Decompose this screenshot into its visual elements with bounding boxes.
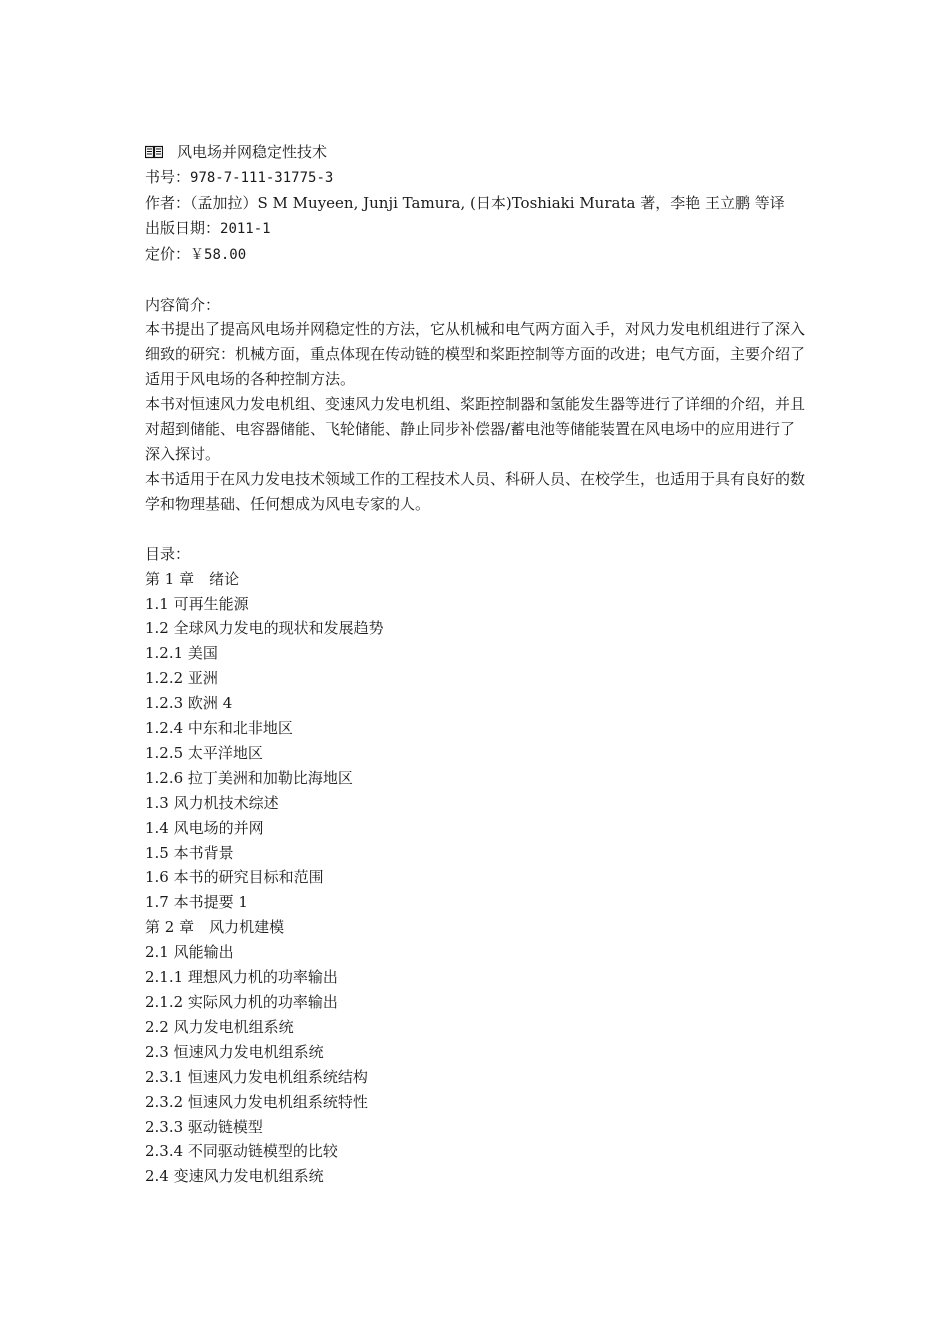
toc-item: 1.5 本书背景 bbox=[145, 843, 234, 862]
toc-item: 2.1.2 实际风力机的功率输出 bbox=[145, 993, 338, 1011]
author-row bbox=[145, 191, 810, 216]
author-value: （孟加拉）S M Muyeen, Junji Tamura, (日本)Toshiaki Murata 著，李艳 王立鹏 等译 bbox=[190, 193, 785, 212]
price-value: ￥58.00 bbox=[190, 246, 247, 263]
document-page bbox=[145, 140, 810, 1189]
toc-item: 1.2.2 亚洲 bbox=[145, 669, 218, 688]
spacer bbox=[145, 268, 810, 293]
summary-heading: 内容简介： bbox=[145, 295, 221, 314]
toc-item: 第 1 章 绪论 bbox=[145, 569, 240, 588]
toc-item: 1.2.4 中东和北非地区 bbox=[145, 719, 293, 738]
toc-item: 1.3 风力机技术综述 bbox=[145, 793, 279, 812]
price-label: 定价： bbox=[145, 244, 191, 263]
toc-item: 1.4 风电场的并网 bbox=[145, 818, 264, 837]
toc-item: 2.3 恒速风力发电机组系统 bbox=[145, 1042, 324, 1061]
toc-heading: 目录： bbox=[145, 544, 191, 563]
toc-item: 1.2.6 拉丁美洲和加勒比海地区 bbox=[145, 768, 353, 787]
toc-item: 2.3.2 恒速风力发电机组系统特性 bbox=[145, 1092, 368, 1111]
book-title-row bbox=[145, 140, 810, 165]
toc-item: 2.4 变速风力发电机组系统 bbox=[145, 1167, 324, 1186]
toc-item: 2.3.3 驱动链模型 bbox=[145, 1117, 263, 1136]
toc-item: 1.2.1 美国 bbox=[145, 644, 218, 663]
toc-item: 2.3.1 恒速风力发电机组系统结构 bbox=[145, 1067, 368, 1086]
toc-item: 2.1.1 理想风力机的功率输出 bbox=[145, 968, 338, 987]
date-value: 2011-1 bbox=[220, 220, 271, 237]
isbn-row bbox=[145, 165, 810, 191]
isbn-value: 978-7-111-31775-3 bbox=[190, 169, 334, 186]
summary-paragraph: 本书提出了提高风电场并网稳定性的方法，它从机械和电气两方面入手，对风力发电机组进行了深入细致的研究：机械方面，重点体现在传动链的模型和桨距控制等方面的改进；电气方面，主要介绍了适用于风电场的各种控制方法。 bbox=[145, 320, 806, 389]
price-row bbox=[145, 242, 810, 268]
toc-item: 第 2 章 风力机建模 bbox=[145, 918, 285, 937]
toc-item: 1.1 可再生能源 bbox=[145, 594, 249, 613]
isbn-label: 书号： bbox=[145, 167, 191, 186]
summary-paragraph: 本书对恒速风力发电机组、变速风力发电机组、桨距控制器和氢能发生器等进行了详细的介绍，并且对超到储能、电容器储能、飞轮储能、静止同步补偿器/蓄电池等储能装置在风电场中的应用进行了深入探讨。 bbox=[145, 395, 806, 463]
date-row bbox=[145, 216, 810, 242]
toc-item: 1.2 全球风力发电的现状和发展趋势 bbox=[145, 619, 384, 638]
book-title: 风电场并网稳定性技术 bbox=[177, 143, 328, 161]
toc-item: 2.1 风能输出 bbox=[145, 943, 234, 962]
toc-item: 1.2.5 太平洋地区 bbox=[145, 743, 263, 762]
spacer bbox=[145, 517, 810, 542]
toc-item: 2.2 风力发电机组系统 bbox=[145, 1017, 294, 1036]
table-of-contents bbox=[145, 542, 810, 1190]
date-label: 出版日期： bbox=[145, 218, 221, 237]
toc-item: 2.3.4 不同驱动链模型的比较 bbox=[145, 1142, 338, 1161]
toc-item: 1.2.3 欧洲 4 bbox=[145, 694, 233, 713]
toc-item: 1.7 本书提要 1 bbox=[145, 893, 248, 912]
summary-paragraph: 本书适用于在风力发电技术领域工作的工程技术人员、科研人员、在校学生，也适用于具有良好的数学和物理基础、任何想成为风电专家的人。 bbox=[145, 469, 806, 513]
author-label: 作者： bbox=[145, 193, 191, 212]
toc-item: 1.6 本书的研究目标和范围 bbox=[145, 868, 324, 887]
open-book-icon bbox=[145, 145, 163, 159]
